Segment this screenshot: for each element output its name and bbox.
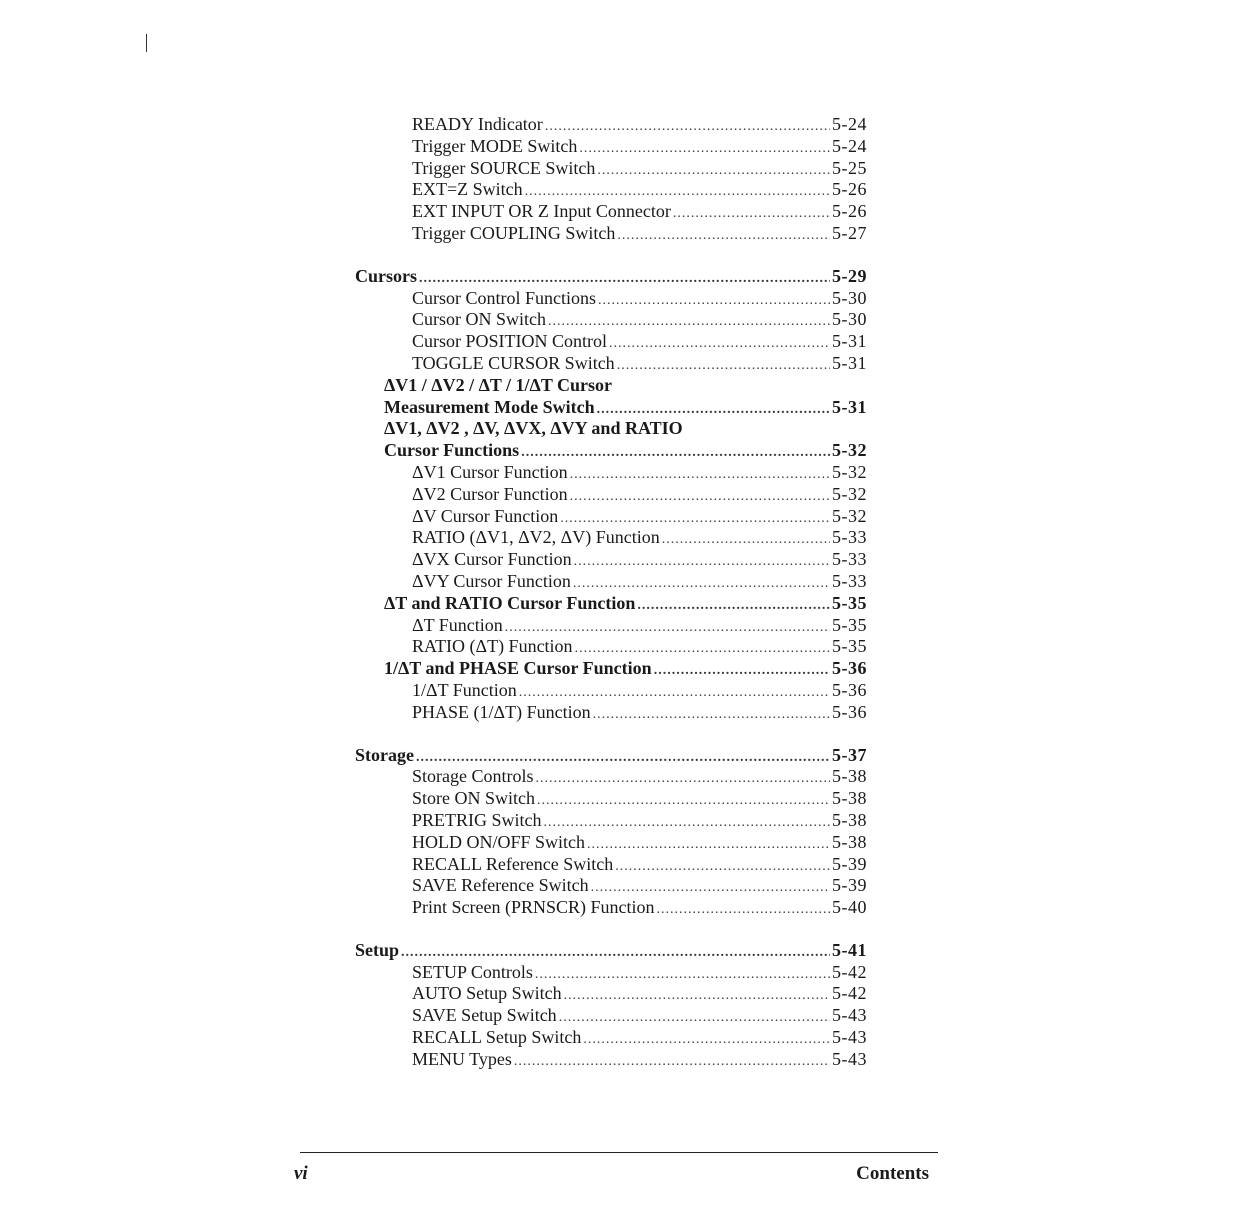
footer-page-number: vi (294, 1163, 308, 1184)
toc-entry (355, 462, 867, 484)
toc-entry-title: Storage Controls (412, 766, 534, 787)
toc-entry-title: Measurement Mode Switch (384, 396, 595, 417)
toc-entry-page: 5-35 (832, 592, 867, 613)
toc-entry-title: Store ON Switch (412, 788, 535, 809)
toc-dot-leader (536, 768, 831, 790)
toc-entry (355, 571, 867, 593)
toc-entry-page: 5-38 (832, 831, 867, 852)
toc-dot-leader (597, 399, 830, 421)
toc-dot-leader (583, 1029, 830, 1051)
toc-entry-page: 5-40 (832, 897, 867, 918)
toc-entry-page: 5-25 (832, 157, 867, 178)
toc-dot-leader (521, 442, 830, 464)
toc-dot-leader (544, 812, 830, 834)
toc-entry-title: 1/ΔT Function (412, 679, 517, 700)
footer-rule (300, 1152, 938, 1153)
toc-entry-page: 5-39 (832, 853, 867, 874)
toc-entry-page: 5-26 (832, 179, 867, 200)
toc-dot-leader (537, 790, 830, 812)
toc-entry (355, 636, 867, 658)
toc-entry-title: SETUP Controls (412, 961, 533, 982)
toc-entry-title: ΔVY Cursor Function (412, 570, 571, 591)
toc-dot-leader (559, 1007, 830, 1029)
toc-dot-leader (657, 899, 830, 921)
toc-entry-title: Trigger SOURCE Switch (412, 157, 596, 178)
toc-dot-leader (593, 704, 830, 726)
toc-dot-leader (525, 181, 830, 203)
toc-dot-leader (560, 508, 830, 530)
toc-entry-page: 5-32 (832, 505, 867, 526)
toc-entry (355, 331, 867, 353)
toc-dot-leader (615, 856, 830, 878)
toc-entry-title: 1/ΔT and PHASE Cursor Function (384, 658, 652, 679)
toc-entry-title: AUTO Setup Switch (412, 983, 562, 1004)
toc-entry (355, 745, 867, 767)
toc-entry-title: MENU Types (412, 1048, 512, 1069)
toc-entry (355, 375, 867, 397)
toc-entry (355, 179, 867, 201)
table-of-contents (355, 114, 867, 1071)
toc-dot-leader (587, 834, 830, 856)
toc-entry (355, 897, 867, 919)
toc-entry-title: HOLD ON/OFF Switch (412, 831, 586, 852)
toc-entry (355, 1049, 867, 1071)
toc-dot-leader (591, 877, 830, 899)
toc-dot-leader (564, 985, 830, 1007)
toc-entry (355, 680, 867, 702)
toc-entry-page: 5-38 (832, 766, 867, 787)
toc-entry (355, 288, 867, 310)
toc-dot-leader (575, 638, 830, 660)
toc-dot-leader (597, 160, 830, 182)
toc-dot-leader (570, 486, 830, 508)
toc-entry (355, 875, 867, 897)
toc-entry-title: Print Screen (PRNSCR) Function (412, 897, 655, 918)
toc-entry-page: 5-35 (832, 614, 867, 635)
toc-entry-page: 5-31 (832, 352, 867, 373)
toc-entry (355, 832, 867, 854)
toc-entry-page: 5-36 (832, 701, 867, 722)
toc-entry-page: 5-39 (832, 875, 867, 896)
toc-dot-leader (574, 551, 830, 573)
toc-entry (355, 158, 867, 180)
toc-entry-page: 5-31 (832, 331, 867, 352)
toc-entry (355, 506, 867, 528)
toc-entry (355, 484, 867, 506)
toc-dot-leader (609, 333, 830, 355)
toc-dot-leader (548, 311, 830, 333)
toc-entry-title: SAVE Setup Switch (412, 1005, 557, 1026)
toc-entry (355, 266, 867, 288)
toc-entry-title: Cursor ON Switch (412, 309, 546, 330)
toc-entry (355, 201, 867, 223)
toc-entry-title: RECALL Reference Switch (412, 853, 614, 874)
toc-entry-title: RATIO (ΔV1, ΔV2, ΔV) Function (412, 527, 660, 548)
toc-dot-leader (514, 1051, 830, 1073)
toc-entry-title: ΔV2 Cursor Function (412, 483, 568, 504)
toc-entry-page: 5-27 (832, 222, 867, 243)
toc-entry-title: Cursor Control Functions (412, 287, 597, 308)
toc-entry (355, 114, 867, 136)
toc-entry-page: 5-33 (832, 549, 867, 570)
toc-entry-title: PHASE (1/ΔT) Function (412, 701, 591, 722)
toc-entry-title: ΔT and RATIO Cursor Function (384, 592, 636, 613)
toc-entry-title: ΔV Cursor Function (412, 505, 559, 526)
toc-entry-page: 5-29 (832, 265, 867, 286)
toc-entry-title: ΔV1 / ΔV2 / ΔT / 1/ΔT Cursor (384, 374, 612, 395)
toc-dot-leader (545, 116, 830, 138)
toc-entry-title: Cursor POSITION Control (412, 331, 608, 352)
toc-entry-page: 5-38 (832, 788, 867, 809)
toc-entry-page: 5-43 (832, 1027, 867, 1048)
toc-entry-page: 5-30 (832, 287, 867, 308)
toc-entry-title: ΔV1, ΔV2 , ΔV, ΔVX, ΔVY and RATIO (384, 418, 683, 439)
toc-entry (355, 658, 867, 680)
toc-dot-leader (505, 617, 830, 639)
toc-entry-page: 5-24 (832, 114, 867, 134)
toc-entry-page: 5-32 (832, 483, 867, 504)
toc-entry (355, 397, 867, 419)
toc-entry-title: ΔV1 Cursor Function (412, 461, 568, 482)
toc-dot-leader (535, 964, 830, 986)
toc-entry (355, 1027, 867, 1049)
toc-entry (355, 593, 867, 615)
toc-entry (355, 854, 867, 876)
toc-entry-title: Trigger MODE Switch (412, 135, 578, 156)
toc-entry-page: 5-32 (832, 461, 867, 482)
toc-entry-title: ΔT Function (412, 614, 503, 635)
toc-entry-title: RECALL Setup Switch (412, 1027, 582, 1048)
toc-dot-leader (419, 268, 830, 290)
toc-dot-leader (570, 464, 830, 486)
toc-dot-leader (598, 290, 830, 312)
toc-entry-title: EXT=Z Switch (412, 179, 523, 200)
toc-dot-leader (617, 225, 830, 247)
toc-entry-title: PRETRIG Switch (412, 809, 542, 830)
toc-dot-leader (673, 203, 830, 225)
toc-entry (355, 1005, 867, 1027)
toc-entry (355, 309, 867, 331)
toc-entry-page: 5-36 (832, 679, 867, 700)
toc-entry (355, 962, 867, 984)
toc-entry-title: Cursors (355, 265, 417, 286)
scan-mark (146, 34, 147, 52)
toc-entry (355, 983, 867, 1005)
toc-dot-leader (401, 942, 830, 964)
toc-entry-title: Trigger COUPLING Switch (412, 222, 616, 243)
toc-entry (355, 702, 867, 724)
toc-entry (355, 440, 867, 462)
toc-dot-leader (573, 573, 830, 595)
toc-dot-leader (617, 355, 830, 377)
toc-entry-page: 5-42 (832, 983, 867, 1004)
toc-entry (355, 788, 867, 810)
toc-entry (355, 940, 867, 962)
footer-section-title: Contents (856, 1163, 929, 1184)
toc-entry-title: TOGGLE CURSOR Switch (412, 352, 615, 373)
toc-entry (355, 136, 867, 158)
toc-entry (355, 549, 867, 571)
toc-entry-page: 5-41 (832, 939, 867, 960)
toc-dot-leader (662, 529, 830, 551)
toc-entry-page: 5-32 (832, 440, 867, 461)
toc-entry-page: 5-36 (832, 658, 867, 679)
toc-entry (355, 353, 867, 375)
toc-entry-page: 5-30 (832, 309, 867, 330)
toc-entry-title: Cursor Functions (384, 440, 520, 461)
toc-dot-leader (579, 138, 830, 160)
toc-entry-title: Storage (355, 744, 414, 765)
toc-entry-title: SAVE Reference Switch (412, 875, 589, 896)
toc-entry-title: Setup (355, 939, 400, 960)
toc-entry-title: RATIO (ΔT) Function (412, 636, 573, 657)
toc-entry (355, 766, 867, 788)
toc-entry-page: 5-43 (832, 1005, 867, 1026)
toc-entry-page: 5-33 (832, 527, 867, 548)
toc-dot-leader (416, 747, 830, 769)
toc-entry-page: 5-33 (832, 570, 867, 591)
toc-dot-leader (654, 660, 830, 682)
toc-entry (355, 615, 867, 637)
toc-entry-title: READY Indicator (412, 114, 543, 134)
toc-entry-title: EXT INPUT OR Z Input Connector (412, 201, 671, 222)
toc-dot-leader (519, 682, 830, 704)
toc-entry-page: 5-43 (832, 1048, 867, 1069)
toc-entry-page: 5-37 (832, 744, 867, 765)
toc-entry (355, 810, 867, 832)
toc-entry-page: 5-42 (832, 961, 867, 982)
toc-entry-page: 5-26 (832, 201, 867, 222)
toc-entry-page: 5-24 (832, 135, 867, 156)
toc-entry-title: ΔVX Cursor Function (412, 549, 572, 570)
toc-entry-page: 5-31 (832, 396, 867, 417)
toc-entry (355, 527, 867, 549)
toc-entry-page: 5-35 (832, 636, 867, 657)
toc-entry (355, 418, 867, 440)
toc-entry-page: 5-38 (832, 809, 867, 830)
toc-dot-leader (637, 595, 830, 617)
toc-entry (355, 223, 867, 245)
